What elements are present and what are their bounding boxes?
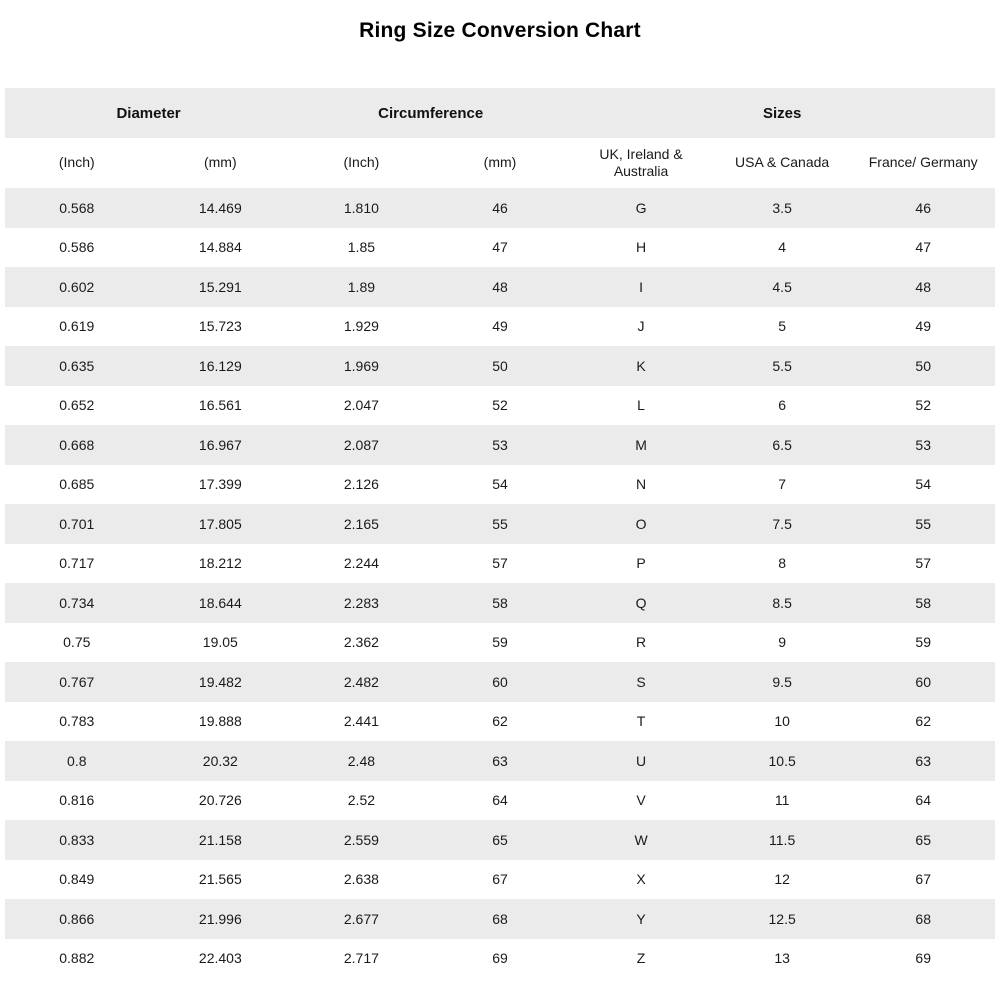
table-cell: 2.087 bbox=[343, 436, 379, 453]
table-cell: 2.362 bbox=[343, 634, 379, 651]
table-cell: 0.75 bbox=[63, 634, 91, 651]
table-cell: X bbox=[636, 871, 646, 888]
table-cell: 69 bbox=[492, 950, 508, 967]
table-cell: 65 bbox=[915, 831, 931, 848]
table-cell: 68 bbox=[492, 910, 508, 927]
table-row bbox=[5, 623, 995, 663]
table-cell: 1.929 bbox=[343, 318, 379, 335]
table-row bbox=[5, 465, 995, 505]
group-header-sizes: Sizes bbox=[569, 88, 995, 138]
table-cell: 1.810 bbox=[343, 199, 379, 216]
table-cell: 10.5 bbox=[768, 752, 796, 769]
table-cell: 59 bbox=[492, 634, 508, 651]
table-cell: 67 bbox=[915, 871, 931, 888]
table-cell: 2.047 bbox=[343, 397, 379, 414]
table-cell: 2.717 bbox=[343, 950, 379, 967]
table-cell: 10 bbox=[774, 713, 790, 730]
table-row bbox=[5, 504, 995, 544]
table-cell: 0.767 bbox=[59, 673, 95, 690]
table-row bbox=[5, 188, 995, 228]
table-cell: 0.717 bbox=[59, 555, 95, 572]
table-cell: I bbox=[639, 278, 643, 295]
table-row bbox=[5, 781, 995, 821]
table-cell: 14.884 bbox=[198, 239, 242, 256]
table-cell: 67 bbox=[492, 871, 508, 888]
table-cell: 0.568 bbox=[59, 199, 95, 216]
table-cell: 48 bbox=[492, 278, 508, 295]
table-cell: 0.685 bbox=[59, 476, 95, 493]
table-cell: 55 bbox=[492, 515, 508, 532]
table-row bbox=[5, 662, 995, 702]
table-cell: 0.668 bbox=[59, 436, 95, 453]
table-row bbox=[5, 386, 995, 426]
table-cell: 47 bbox=[915, 239, 931, 256]
table-cell: 13 bbox=[774, 950, 790, 967]
table-cell: 2.126 bbox=[343, 476, 379, 493]
table-cell: 50 bbox=[915, 357, 931, 374]
table-cell: U bbox=[635, 752, 647, 769]
table-cell: 1.89 bbox=[347, 278, 376, 295]
table-cell: 58 bbox=[492, 594, 508, 611]
table-cell: 64 bbox=[915, 792, 931, 809]
table-cell: 16.967 bbox=[198, 436, 242, 453]
table-cell: 3.5 bbox=[772, 199, 792, 216]
table-cell: 15.723 bbox=[198, 318, 242, 335]
table-row bbox=[5, 702, 995, 742]
table-cell: 60 bbox=[915, 673, 931, 690]
column-header-row bbox=[5, 138, 995, 188]
table-cell: 0.619 bbox=[59, 318, 95, 335]
table-cell: 2.559 bbox=[343, 831, 379, 848]
table-cell: 7 bbox=[778, 476, 787, 493]
table-cell: 8.5 bbox=[772, 594, 792, 611]
ring-size-conversion-table bbox=[5, 88, 995, 978]
table-cell: 0.816 bbox=[59, 792, 95, 809]
table-cell: 5 bbox=[778, 318, 787, 335]
table-cell: 55 bbox=[915, 515, 931, 532]
table-cell: 19.482 bbox=[198, 673, 242, 690]
table-cell: P bbox=[636, 555, 646, 572]
table-cell: 0.783 bbox=[59, 713, 95, 730]
table-cell: 6.5 bbox=[772, 436, 792, 453]
table-cell: 53 bbox=[915, 436, 931, 453]
page-title: Ring Size Conversion Chart bbox=[359, 19, 641, 42]
group-header-circumference: Circumference bbox=[292, 88, 569, 138]
table-cell: 49 bbox=[492, 318, 508, 335]
table-cell: 17.399 bbox=[198, 476, 242, 493]
table-cell: 11.5 bbox=[769, 831, 796, 848]
table-cell: 20.726 bbox=[198, 792, 242, 809]
table-cell: 2.52 bbox=[347, 792, 376, 809]
table-cell: 63 bbox=[492, 752, 508, 769]
column-header-diameter-mm: (mm) bbox=[149, 138, 293, 188]
column-header-uk-ireland-australia: UK, Ireland & Australia bbox=[569, 138, 713, 188]
table-cell: 65 bbox=[492, 831, 508, 848]
table-row bbox=[5, 346, 995, 386]
table-cell: 2.48 bbox=[347, 752, 376, 769]
table-cell: 62 bbox=[915, 713, 931, 730]
table-cell: 62 bbox=[492, 713, 508, 730]
table-cell: 4.5 bbox=[772, 278, 792, 295]
table-cell: 1.85 bbox=[347, 239, 376, 256]
table-cell: Z bbox=[636, 950, 646, 967]
column-header-circumference-mm: (mm) bbox=[431, 138, 570, 188]
table-cell: R bbox=[635, 634, 647, 651]
table-row bbox=[5, 307, 995, 347]
table-cell: 0.602 bbox=[59, 278, 95, 295]
table-cell: 18.644 bbox=[198, 594, 242, 611]
table-cell: 6 bbox=[778, 397, 787, 414]
table-cell: 53 bbox=[492, 436, 508, 453]
table-cell: 12.5 bbox=[768, 910, 796, 927]
table-cell: 0.866 bbox=[59, 910, 95, 927]
table-cell: 47 bbox=[492, 239, 508, 256]
table-row bbox=[5, 583, 995, 623]
table-cell: 17.805 bbox=[198, 515, 242, 532]
table-cell: 19.888 bbox=[198, 713, 242, 730]
table-cell: 49 bbox=[915, 318, 931, 335]
table-cell: O bbox=[635, 515, 647, 532]
column-header-france-germany: France/ Germany bbox=[851, 138, 995, 188]
table-cell: 9.5 bbox=[772, 673, 792, 690]
table-cell: 68 bbox=[915, 910, 931, 927]
table-cell: 0.734 bbox=[59, 594, 95, 611]
table-row bbox=[5, 267, 995, 307]
table-row bbox=[5, 899, 995, 939]
table-row bbox=[5, 544, 995, 584]
table-cell: N bbox=[635, 476, 647, 493]
table-cell: 0.882 bbox=[59, 950, 95, 967]
table-cell: 12 bbox=[774, 871, 790, 888]
table-cell: V bbox=[636, 792, 646, 809]
table-row bbox=[5, 939, 995, 979]
table-cell: 52 bbox=[915, 397, 931, 414]
group-header-diameter: Diameter bbox=[5, 88, 292, 138]
table-cell: S bbox=[636, 673, 646, 690]
table-cell: 0.8 bbox=[67, 752, 87, 769]
table-cell: 0.849 bbox=[59, 871, 95, 888]
table-row bbox=[5, 228, 995, 268]
table-cell: 2.165 bbox=[343, 515, 379, 532]
table-cell: 46 bbox=[492, 199, 508, 216]
table-row bbox=[5, 425, 995, 465]
table-cell: 5.5 bbox=[772, 357, 792, 374]
table-cell: 0.833 bbox=[59, 831, 95, 848]
table-cell: 1.969 bbox=[343, 357, 379, 374]
table-cell: 0.586 bbox=[59, 239, 95, 256]
table-cell: 16.129 bbox=[198, 357, 242, 374]
table-cell: 21.996 bbox=[198, 910, 242, 927]
table-cell: 54 bbox=[492, 476, 508, 493]
table-cell: 63 bbox=[915, 752, 931, 769]
table-cell: 7.5 bbox=[772, 515, 792, 532]
table-cell: 0.635 bbox=[59, 357, 95, 374]
table-cell: 4 bbox=[778, 239, 787, 256]
table-body bbox=[5, 188, 995, 978]
table-cell: 15.291 bbox=[198, 278, 242, 295]
table-cell: 22.403 bbox=[198, 950, 242, 967]
table-cell: G bbox=[635, 199, 647, 216]
table-cell: 8 bbox=[778, 555, 787, 572]
table-cell: K bbox=[636, 357, 646, 374]
table-cell: 21.565 bbox=[198, 871, 242, 888]
table-cell: 18.212 bbox=[198, 555, 242, 572]
table-cell: 14.469 bbox=[198, 199, 242, 216]
table-row bbox=[5, 820, 995, 860]
table-cell: M bbox=[635, 436, 647, 453]
table-cell: 21.158 bbox=[198, 831, 242, 848]
table-cell: 16.561 bbox=[198, 397, 242, 414]
table-cell: 2.677 bbox=[343, 910, 379, 927]
table-cell: 52 bbox=[492, 397, 508, 414]
table-cell: 48 bbox=[915, 278, 931, 295]
table-cell: W bbox=[634, 831, 648, 848]
table-cell: 2.441 bbox=[343, 713, 379, 730]
table-cell: 11 bbox=[774, 792, 790, 809]
table-cell: 2.244 bbox=[343, 555, 379, 572]
table-cell: 46 bbox=[915, 199, 931, 216]
table-cell: Y bbox=[636, 910, 646, 927]
table-cell: 20.32 bbox=[202, 752, 238, 769]
table-cell: 19.05 bbox=[202, 634, 238, 651]
column-header-usa-canada: USA & Canada bbox=[713, 138, 852, 188]
table-cell: 2.638 bbox=[343, 871, 379, 888]
table-cell: L bbox=[637, 397, 645, 414]
table-cell: 54 bbox=[915, 476, 931, 493]
table-cell: 69 bbox=[915, 950, 931, 967]
table-cell: T bbox=[636, 713, 646, 730]
group-header-row bbox=[5, 88, 995, 138]
table-cell: Q bbox=[635, 594, 647, 611]
column-header-diameter-inch: (Inch) bbox=[5, 138, 149, 188]
table-cell: 64 bbox=[492, 792, 508, 809]
table-cell: 0.652 bbox=[59, 397, 95, 414]
table-cell: 0.701 bbox=[59, 515, 95, 532]
table-row bbox=[5, 860, 995, 900]
table-cell: 2.482 bbox=[343, 673, 379, 690]
table-row bbox=[5, 741, 995, 781]
column-header-circumference-inch: (Inch) bbox=[292, 138, 431, 188]
table-cell: 57 bbox=[915, 555, 931, 572]
table-cell: 50 bbox=[492, 357, 508, 374]
table-cell: 58 bbox=[915, 594, 931, 611]
table-cell: 2.283 bbox=[343, 594, 379, 611]
table-cell: 60 bbox=[492, 673, 508, 690]
table-cell: 9 bbox=[778, 634, 787, 651]
table-cell: 57 bbox=[492, 555, 508, 572]
table-cell: J bbox=[637, 318, 645, 335]
table-cell: 59 bbox=[915, 634, 931, 651]
table-cell: H bbox=[635, 239, 647, 256]
